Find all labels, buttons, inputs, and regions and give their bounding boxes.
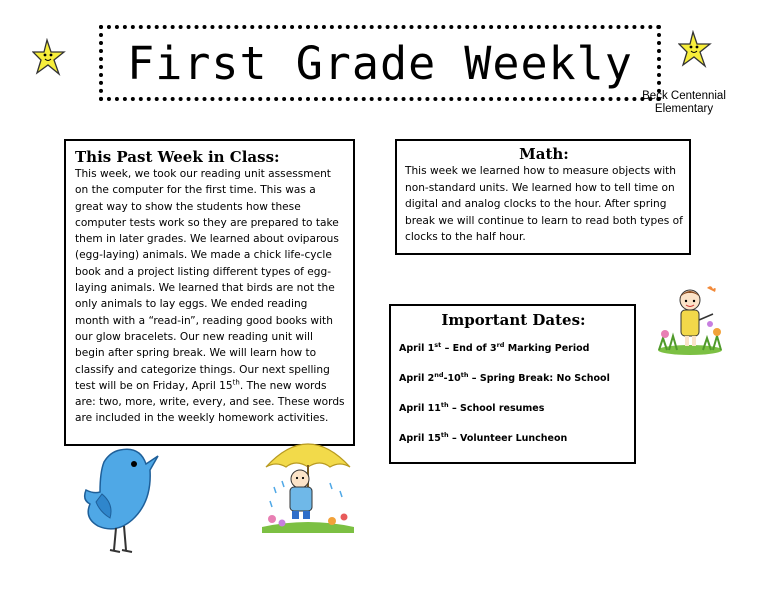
bluebird-icon — [80, 442, 162, 557]
past-week-text-main: This week, we took our reading unit assessment on the computer for the first time. This was a great way to show the students how these computer tests work so they are prepared to take them in later grades. We learned about oviparous (egg-laying) animals. We made a chick life-cycle book and a project listing different types of egg-laying animals. We learned that birds are not the only animals to lay eggs. We ended reading month with a “read-in”, reading good books with our glow bracelets. Our new reading unit will begin after spring break. We will learn how to classify and categorize things. Our next spelling test will be on Friday, April 15 — [75, 168, 339, 392]
date-item: April 1st – End of 3rd Marking Period — [399, 340, 590, 354]
past-week-text-end: . The new words are: two, more, write, every, and see. These words are included in the weekly homework activities. — [75, 379, 345, 425]
important-dates-section — [389, 304, 636, 464]
past-week-heading: This Past Week in Class: — [75, 148, 280, 166]
school-name — [636, 90, 732, 116]
garden-girl-icon — [655, 280, 725, 356]
math-heading: Math: — [519, 145, 569, 163]
past-week-section — [64, 139, 355, 446]
past-week-text — [75, 166, 345, 427]
school-name-line1: Beck Centennial — [642, 90, 726, 102]
date-item: April 11th – School resumes — [399, 400, 545, 414]
star-icon — [678, 30, 712, 72]
title-banner — [99, 25, 661, 101]
page-title: First Grade Weekly — [127, 36, 633, 90]
umbrella-child-icon — [260, 427, 356, 533]
star-icon — [32, 38, 66, 80]
school-name-line2: Elementary — [654, 103, 714, 115]
math-text: This week we learned how to measure objects with non-standard units. We learned how to tell time on digital and analog clocks to the hour. After spring break we will continue to learn to read both types of clocks to the half hour. — [405, 165, 683, 243]
math-section — [395, 139, 691, 255]
past-week-ordinal: th — [232, 378, 240, 387]
date-item: April 2nd-10th – Spring Break: No School — [399, 370, 610, 384]
date-item: April 15th – Volunteer Luncheon — [399, 430, 568, 444]
important-dates-heading: Important Dates: — [441, 311, 586, 329]
